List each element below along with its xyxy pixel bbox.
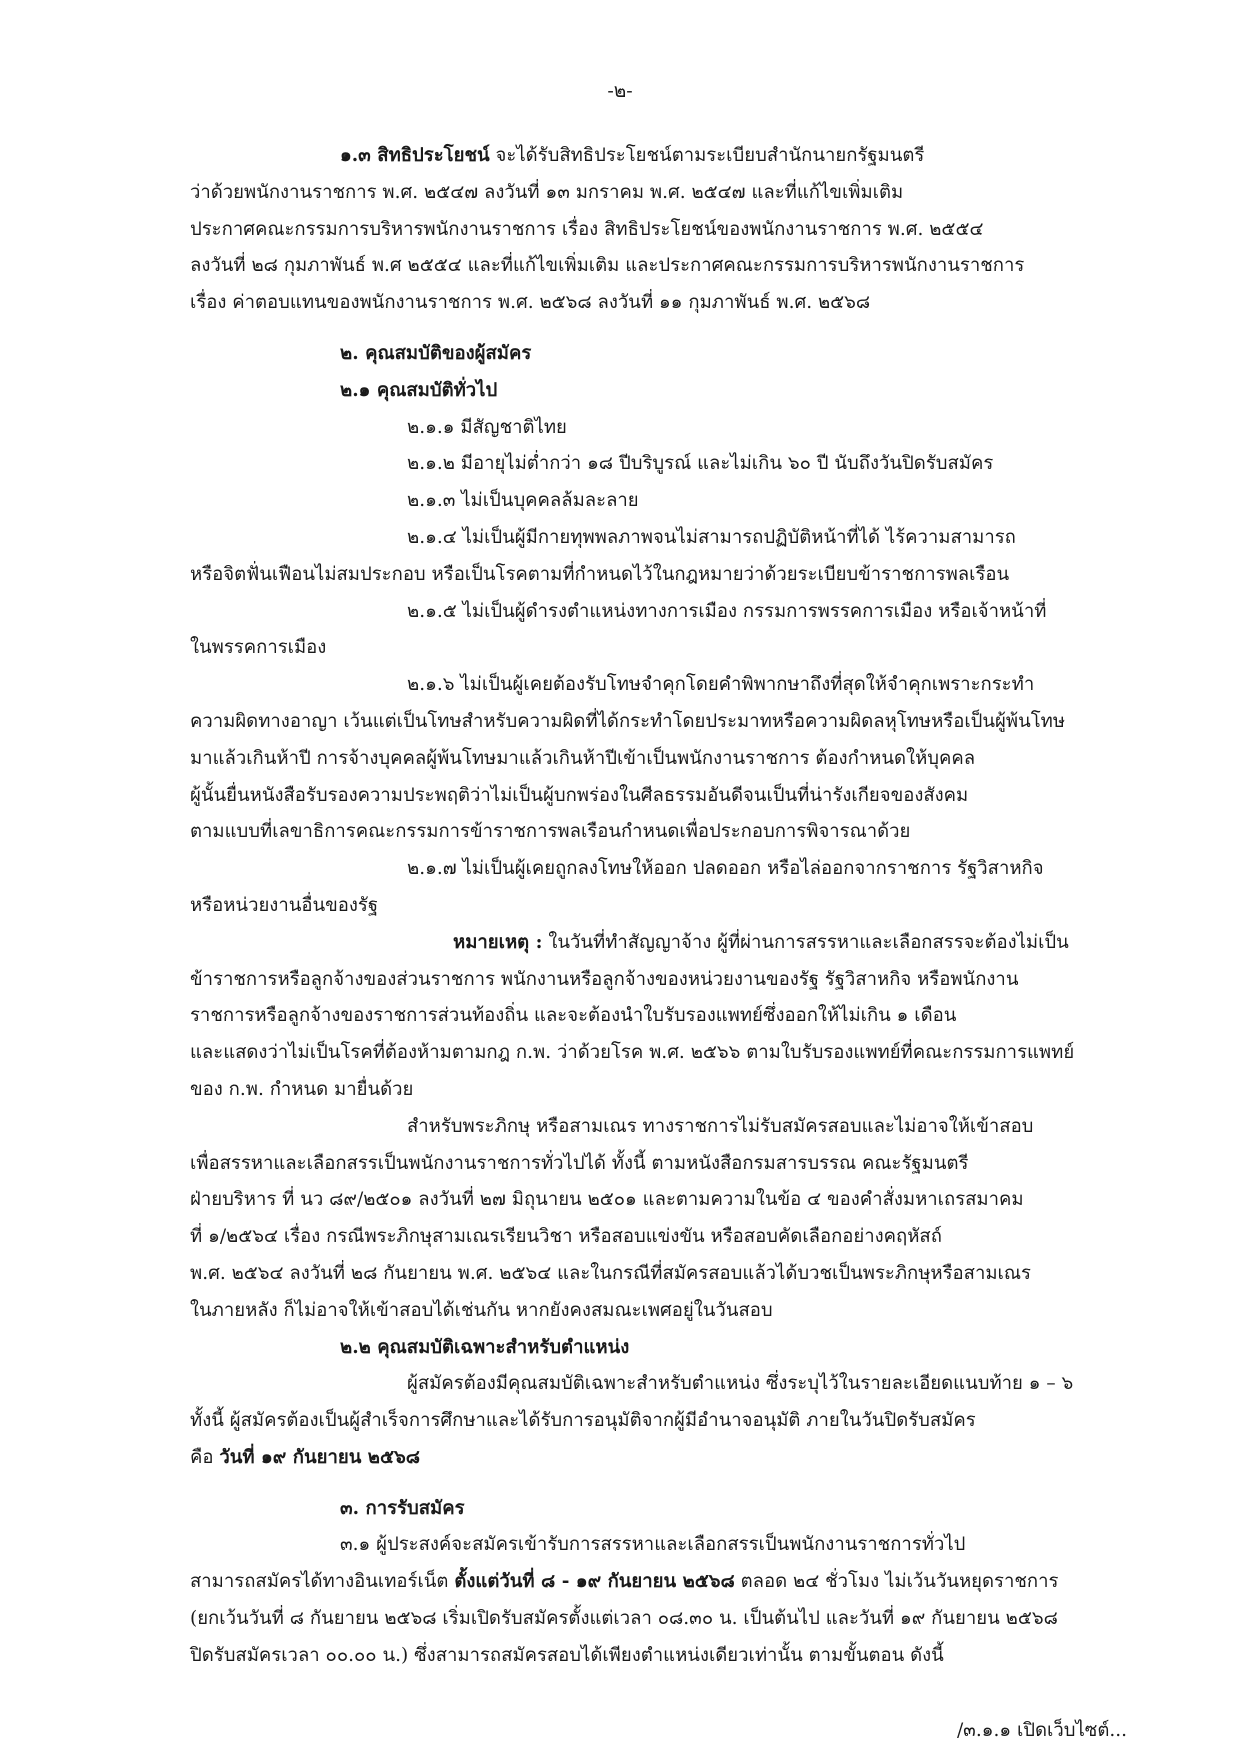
page-number: -๒- (607, 80, 633, 102)
section-3-1-line-2: สามารถสมัครได้ทางอินเทอร์เน็ต ตั้งแต่วันที่ ๘ - ๑๙ กันยายน ๒๕๖๘ ตลอด ๒๔ ชั่วโมง ไม่เว้นวันหยุดราชการ (190, 1571, 1059, 1593)
note-line-3: ราชการหรือลูกจ้างของราชการส่วนท้องถิ่น และจะต้องนำใบรับรองแพทย์ซึ่งออกให้ไม่เกิน ๑ เดือน (190, 1005, 957, 1027)
section-1-3-line-3: ประกาศคณะกรรมการบริหารพนักงานราชการ เรื่อง สิทธิประโยชน์ของพนักงานราชการ พ.ศ. ๒๕๕๔ (190, 218, 984, 240)
section-1-3-line-4: ลงวันที่ ๒๘ กุมภาพันธ์ พ.ศ ๒๕๕๔ และที่แก้ไขเพิ่มเติม และประกาศคณะกรรมการบริหารพนักงานราชการ (190, 255, 1025, 277)
section-2-2-heading: ๒.๒ คุณสมบัติเฉพาะสำหรับตำแหน่ง (340, 1336, 630, 1358)
application-period: ตั้งแต่วันที่ ๘ - ๑๙ กันยายน ๒๕๖๘ (454, 1571, 735, 1593)
note-line-4: และแสดงว่าไม่เป็นโรคที่ต้องห้ามตามกฎ ก.พ. ว่าด้วยโรค พ.ศ. ๒๕๖๖ ตามใบรับรองแพทย์ที่คณะกรรมการแพทย์ (190, 1042, 1075, 1064)
section-3-1-line-1: ๓.๑ ผู้ประสงค์จะสมัครเข้ารับการสรรหาและเลือกสรรเป็นพนักงานราชการทั่วไป (340, 1534, 966, 1556)
item-2-1-5-line-1: ๒.๑.๕ ไม่เป็นผู้ดำรงตำแหน่งทางการเมือง กรรมการพรรคการเมือง หรือเจ้าหน้าที่ (407, 600, 1047, 622)
section-3-heading: ๓. การรับสมัคร (340, 1497, 465, 1519)
item-2-1-6-line-1: ๒.๑.๖ ไม่เป็นผู้เคยต้องรับโทษจำคุกโดยคำพิพากษาถึงที่สุดให้จำคุกเพราะกระทำ (407, 674, 1035, 696)
monks-line-4: ที่ ๑/๒๕๖๔ เรื่อง กรณีพระภิกษุสามเณรเรียนวิชา หรือสอบแข่งขัน หรือสอบคัดเลือกอย่างคฤหัสถ์ (190, 1226, 942, 1248)
section-1-3-line-2: ว่าด้วยพนักงานราชการ พ.ศ. ๒๕๔๗ ลงวันที่ ๑๓ มกราคม พ.ศ. ๒๕๔๗ และที่แก้ไขเพิ่มเติม (190, 181, 904, 203)
specific-line-3: คือ วันที่ ๑๙ กันยายน ๒๕๖๘ (190, 1446, 421, 1468)
section-3-1-line-3: (ยกเว้นวันที่ ๘ กันยายน ๒๕๖๘ เริ่มเปิดรับสมัครตั้งแต่เวลา ๐๘.๓๐ น. เป็นต้นไป และวันที่ ๑๙ กันยายน ๒๕๖๘ (190, 1608, 1058, 1630)
note-line-2: ข้าราชการหรือลูกจ้างของส่วนราชการ พนักงานหรือลูกจ้างของหน่วยงานของรัฐ รัฐวิสาหกิจ หรือพนักงาน (190, 968, 1019, 990)
item-2-1-3: ๒.๑.๓ ไม่เป็นบุคคลล้มละลาย (407, 490, 639, 512)
note-label: หมายเหตุ : (453, 931, 543, 953)
item-2-1-1: ๒.๑.๑ มีสัญชาติไทย (407, 416, 567, 438)
note-line-1: หมายเหตุ : ในวันที่ทำสัญญาจ้าง ผู้ที่ผ่านการสรรหาและเลือกสรรจะต้องไม่เป็น (453, 931, 1069, 953)
item-2-1-6-line-2: ความผิดทางอาญา เว้นแต่เป็นโทษสำหรับความผิดที่ได้กระทำโดยประมาทหรือความผิดลหุโทษหรือเป็นผู้พ้นโทษ (190, 710, 1066, 732)
section-2-1-heading: ๒.๑ คุณสมบัติทั่วไป (340, 379, 498, 401)
item-2-1-6-line-4: ผู้นั้นยื่นหนังสือรับรองความประพฤติว่าไม่เป็นผู้บกพร่องในศีลธรรมอันดีจนเป็นที่น่ารังเกียจของสังคม (190, 784, 969, 806)
section-2-heading: ๒. คุณสมบัติของผู้สมัคร (340, 342, 532, 364)
item-2-1-4-line-1: ๒.๑.๔ ไม่เป็นผู้มีกายทุพพลภาพจนไม่สามารถปฏิบัติหน้าที่ได้ ไร้ความสามารถ (407, 526, 1016, 548)
monks-line-5: พ.ศ. ๒๕๖๔ ลงวันที่ ๒๘ กันยายน พ.ศ. ๒๕๖๔ และในกรณีที่สมัครสอบแล้วได้บวชเป็นพระภิกษุหรือสามเณร (190, 1262, 1031, 1284)
monks-line-6: ในภายหลัง ก็ไม่อาจให้เข้าสอบได้เช่นกัน หากยังคงสมณะเพศอยู่ในวันสอบ (190, 1299, 773, 1321)
item-2-1-7-line-1: ๒.๑.๗ ไม่เป็นผู้เคยถูกลงโทษให้ออก ปลดออก หรือไล่ออกจากราชการ รัฐวิสาหกิจ (407, 858, 1044, 880)
monks-line-2: เพื่อสรรหาและเลือกสรรเป็นพนักงานราชการทั่วไปได้ ทั้งนี้ ตามหนังสือกรมสารบรรณ คณะรัฐมนตรี (190, 1152, 969, 1174)
closing-date: วันที่ ๑๙ กันยายน ๒๕๖๘ (219, 1446, 421, 1468)
monks-line-1: สำหรับพระภิกษุ หรือสามเณร ทางราชการไม่รับสมัครสอบและไม่อาจให้เข้าสอบ (407, 1115, 1034, 1137)
section-1-3-line-1: ๑.๓ สิทธิประโยชน์ จะได้รับสิทธิประโยชน์ตามระเบียบสำนักนายกรัฐมนตรี (340, 145, 925, 166)
section-3-1-line-4: ปิดรับสมัครเวลา ๐๐.๐๐ น.) ซึ่งสามารถสมัครสอบได้เพียงตำแหน่งเดียวเท่านั้น ตามขั้นตอน ดังนี้ (190, 1644, 944, 1666)
specific-line-2: ทั้งนี้ ผู้สมัครต้องเป็นผู้สำเร็จการศึกษาและได้รับการอนุมัติจากผู้มีอำนาจอนุมัติ ภายในวันปิดรับสมัคร (190, 1410, 976, 1432)
item-2-1-7-line-2: หรือหน่วยงานอื่นของรัฐ (190, 894, 379, 916)
specific-line-1: ผู้สมัครต้องมีคุณสมบัติเฉพาะสำหรับตำแหน่ง ซึ่งระบุไว้ในรายละเอียดแนบท้าย ๑ – ๖ (407, 1373, 1074, 1395)
note-line-5: ของ ก.พ. กำหนด มายื่นด้วย (190, 1078, 414, 1100)
continuation-footer: /๓.๑.๑ เปิดเว็บไซต์... (956, 1720, 1127, 1741)
item-2-1-4-line-2: หรือจิตฟั่นเฟือนไม่สมประกอบ หรือเป็นโรคตามที่กำหนดไว้ในกฎหมายว่าด้วยระเบียบข้าราชการพลเรือน (190, 563, 1010, 585)
item-2-1-5-line-2: ในพรรคการเมือง (190, 637, 327, 659)
item-2-1-6-line-5: ตามแบบที่เลขาธิการคณะกรรมการข้าราชการพลเรือนกำหนดเพื่อประกอบการพิจารณาด้วย (190, 821, 911, 843)
item-2-1-6-line-3: มาแล้วเกินห้าปี การจ้างบุคคลผู้พ้นโทษมาแล้วเกินห้าปีเข้าเป็นพนักงานราชการ ต้องกำหนดให้บุคคล (190, 747, 976, 769)
section-1-3-heading: ๑.๓ สิทธิประโยชน์ (340, 145, 490, 166)
monks-line-3: ฝ่ายบริหาร ที่ นว ๘๙/๒๕๐๑ ลงวันที่ ๒๗ มิถุนายน ๒๕๐๑ และตามความในข้อ ๔ ของคำสั่งมหาเถรสมาคม (190, 1189, 1024, 1211)
item-2-1-2: ๒.๑.๒ มีอายุไม่ต่ำกว่า ๑๘ ปีบริบูรณ์ และไม่เกิน ๖๐ ปี นับถึงวันปิดรับสมัคร (407, 453, 994, 475)
section-1-3-line-5: เรื่อง ค่าตอบแทนของพนักงานราชการ พ.ศ. ๒๕๖๘ ลงวันที่ ๑๑ กุมภาพันธ์ พ.ศ. ๒๕๖๘ (190, 292, 871, 314)
document-body (190, 138, 1125, 1675)
